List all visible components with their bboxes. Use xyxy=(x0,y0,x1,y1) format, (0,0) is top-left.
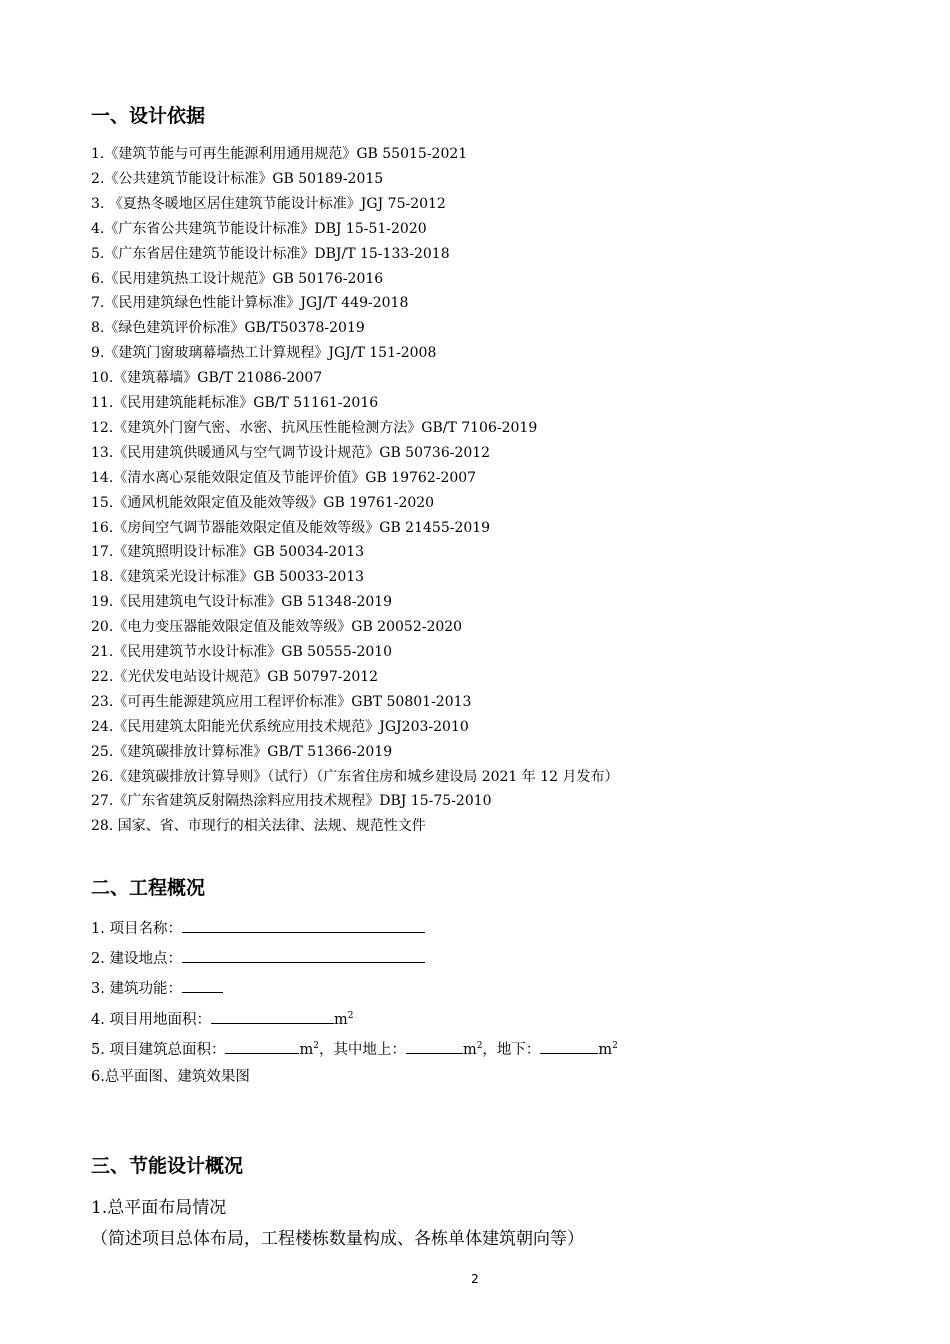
reference-item: 8.《绿色建筑评价标准》GB/T50378-2019 xyxy=(91,320,365,337)
unit-superscript: 2 xyxy=(476,1041,483,1051)
unit-superscript: 2 xyxy=(313,1041,319,1051)
section-heading-project-overview: 二、工程概况 xyxy=(91,877,206,899)
function-row xyxy=(91,977,223,999)
subsection-note-site-layout: （简述项目总体布局，工程楼栋数量构成、各栋单体建筑朝向等） xyxy=(91,1229,584,1249)
location-row xyxy=(91,947,425,969)
below-ground-label: ，地下： xyxy=(482,1042,541,1058)
reference-item: 13.《民用建筑供暖通风与空气调节设计规范》GB 50736-2012 xyxy=(91,444,491,461)
reference-item: 3. 《夏热冬暖地区居住建筑节能设计标准》JGJ 75-2012 xyxy=(91,195,446,212)
page-number: 2 xyxy=(471,1272,479,1286)
reference-item: 19.《民用建筑电气设计标准》GB 51348-2019 xyxy=(91,594,393,611)
reference-item: 12.《建筑外门窗气密、水密、抗风压性能检测方法》GB/T 7106-2019 xyxy=(91,419,538,436)
reference-item: 21.《民用建筑节水设计标准》GB 50555-2010 xyxy=(91,644,393,660)
unit-superscript: 2 xyxy=(612,1041,618,1051)
location-blank[interactable] xyxy=(182,947,425,963)
reference-item: 28. 国家、省、市现行的相关法律、法规、规范性文件 xyxy=(91,818,426,835)
location-label: 2. 建设地点： xyxy=(91,951,182,967)
project-name-row xyxy=(91,917,425,939)
reference-item: 22.《光伏发电站设计规范》GB 50797-2012 xyxy=(91,668,379,685)
reference-item: 14.《清水离心泵能效限定值及节能评价值》GB 19762-2007 xyxy=(91,469,477,486)
land-area-label: 4. 项目用地面积： xyxy=(91,1012,211,1028)
section-heading-energy-design: 三、节能设计概况 xyxy=(91,1155,244,1177)
total-area-label: 5. 项目建筑总面积： xyxy=(91,1042,226,1058)
unit-m: m xyxy=(333,1012,348,1028)
reference-item: 25.《建筑碳排放计算标准》GB/T 51366-2019 xyxy=(91,743,393,760)
reference-item: 4.《广东省公共建筑节能设计标准》DBJ 15-51-2020 xyxy=(91,220,427,237)
reference-item: 11.《民用建筑能耗标准》GB/T 51161-2016 xyxy=(91,395,379,411)
reference-item: 24.《民用建筑太阳能光伏系统应用技术规范》JGJ203-2010 xyxy=(91,718,469,735)
reference-item: 6.《民用建筑热工设计规范》GB 50176-2016 xyxy=(91,270,384,287)
unit-superscript: 2 xyxy=(347,1011,354,1021)
land-area-blank[interactable] xyxy=(211,1008,334,1024)
above-ground-blank[interactable] xyxy=(406,1038,463,1054)
below-ground-blank[interactable] xyxy=(540,1038,598,1054)
drawings-row: 6.总平面图、建筑效果图 xyxy=(91,1069,250,1085)
unit-m: m xyxy=(598,1042,613,1058)
reference-item: 5.《广东省居住建筑节能设计标准》DBJ/T 15-133-2018 xyxy=(91,245,450,262)
reference-item: 20.《电力变压器能效限定值及能效等级》GB 20052-2020 xyxy=(91,619,463,636)
reference-item: 2.《公共建筑节能设计标准》GB 50189-2015 xyxy=(91,170,384,187)
section-heading-design-basis: 一、设计依据 xyxy=(91,105,206,127)
function-blank[interactable] xyxy=(182,977,223,993)
project-name-blank[interactable] xyxy=(182,917,425,933)
project-name-label: 1. 项目名称： xyxy=(91,921,182,937)
reference-item: 9.《建筑门窗玻璃幕墙热工计算规程》JGJ/T 151-2008 xyxy=(91,345,437,362)
reference-item: 15.《通风机能效限定值及能效等级》GB 19761-2020 xyxy=(91,494,435,511)
reference-item: 18.《建筑采光设计标准》GB 50033-2013 xyxy=(91,569,365,586)
reference-item: 26.《建筑碳排放计算导则》（试行）（广东省住房和城乡建设局 2021 年 12 月发布） xyxy=(91,768,619,785)
reference-item: 1.《建筑节能与可再生能源利用通用规范》GB 55015-2021 xyxy=(91,146,468,162)
reference-item: 7.《民用建筑绿色性能计算标准》JGJ/T 449-2018 xyxy=(91,295,409,312)
total-area-row xyxy=(91,1038,618,1060)
reference-item: 16.《房间空气调节器能效限定值及能效等级》GB 21455-2019 xyxy=(91,519,491,536)
subsection-title-site-layout: 1.总平面布局情况 xyxy=(91,1198,227,1218)
above-ground-label: ，其中地上： xyxy=(318,1042,406,1058)
land-area-row xyxy=(91,1008,353,1030)
unit-m: m xyxy=(462,1042,477,1058)
reference-item: 10.《建筑幕墙》GB/T 21086-2007 xyxy=(91,370,323,387)
reference-item: 27.《广东省建筑反射隔热涂料应用技术规程》DBJ 15-75-2010 xyxy=(91,793,492,810)
unit-m: m xyxy=(299,1042,314,1058)
reference-item: 23.《可再生能源建筑应用工程评价标准》GBT 50801-2013 xyxy=(91,693,472,710)
reference-item: 17.《建筑照明设计标准》GB 50034-2013 xyxy=(91,544,365,561)
total-area-blank[interactable] xyxy=(225,1038,299,1054)
function-label: 3. 建筑功能： xyxy=(91,981,182,997)
